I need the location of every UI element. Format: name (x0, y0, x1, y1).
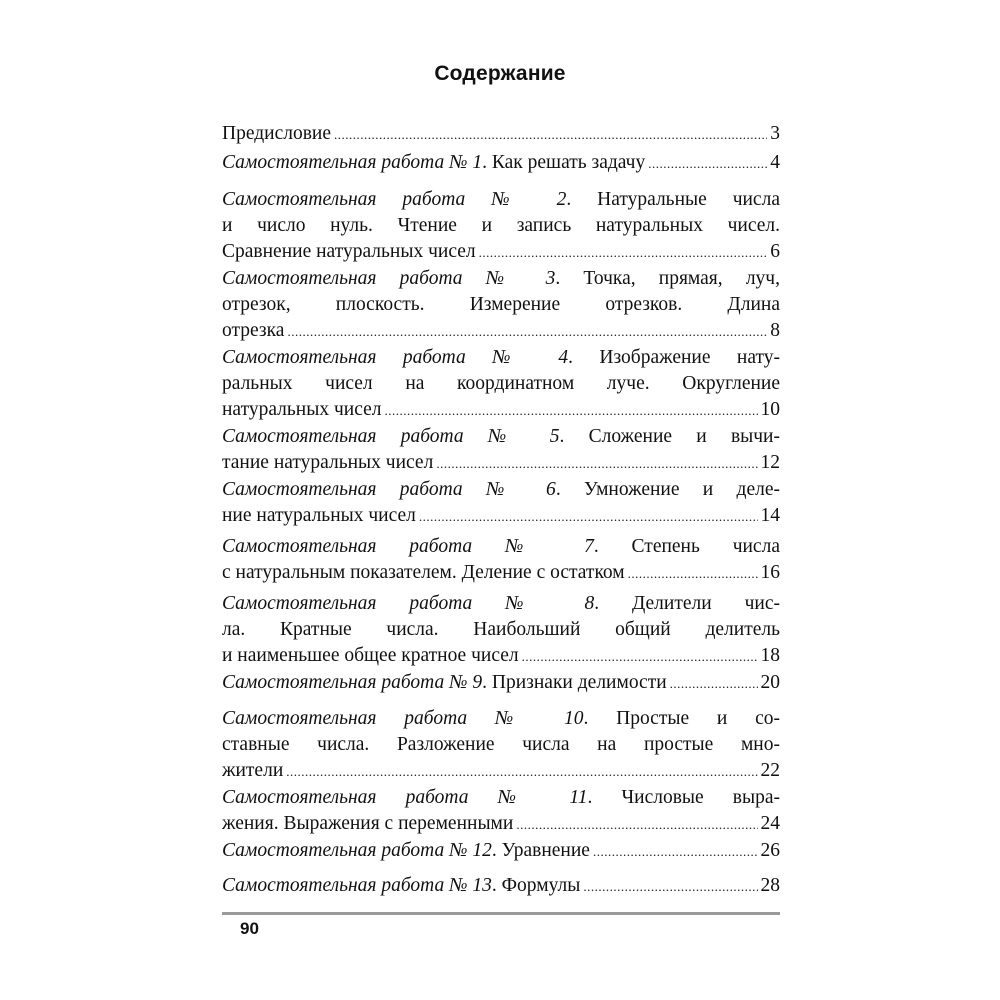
toc-entry[interactable] (222, 345, 780, 424)
toc-entry-label: Самостоятельная работа № 7 (222, 536, 594, 557)
toc-entry-label: Самостоятельная работа № 2 (222, 189, 567, 210)
dot-leader (670, 671, 758, 697)
dot-leader (385, 398, 758, 424)
toc-entry-text: жения. Выражения с переменными (222, 813, 514, 834)
toc-page-number: 16 (760, 562, 780, 583)
page-number: 90 (240, 919, 259, 938)
toc-page-number: 14 (760, 505, 780, 526)
toc-entry[interactable] (222, 266, 780, 345)
toc-page-number: 6 (770, 241, 780, 262)
toc-entry-text: . Как решать задачу (482, 152, 646, 173)
toc-entry-text: натуральных чисел (222, 399, 382, 420)
toc-entry-text: отрезка (222, 320, 285, 341)
toc-entry[interactable] (222, 150, 780, 177)
dot-leader (286, 759, 757, 785)
dot-leader (628, 561, 758, 587)
toc-entry[interactable] (222, 670, 780, 697)
toc-entry-text: . Точка, прямая, луч, (555, 268, 780, 289)
toc-entry-text: и наименьшее общее кратное чисел (222, 645, 519, 666)
toc-entry-text: Предисловие (222, 123, 332, 144)
page-title: Содержание (434, 62, 566, 85)
toc-entry[interactable] (222, 838, 780, 865)
dot-leader (593, 839, 758, 865)
toc-entry-text: . Умножение и деле- (555, 479, 780, 500)
dot-leader (522, 644, 758, 670)
toc-entry-text: . Уравнение (491, 840, 590, 861)
toc-entry-label: Самостоятельная работа № 9 (222, 672, 483, 693)
dot-leader (583, 874, 757, 900)
toc-page-number: 12 (760, 452, 780, 473)
toc-entry[interactable] (222, 424, 780, 477)
toc-entry[interactable] (222, 591, 780, 670)
toc-page-number: 22 (760, 760, 780, 781)
toc-entry-text: ральных чисел на координатном луче. Округление (222, 373, 780, 394)
toc-entry-text: с натуральным показателем. Деление с остатком (222, 562, 625, 583)
toc-entry[interactable] (222, 785, 780, 838)
toc-page-number: 18 (760, 645, 780, 666)
toc-entry[interactable] (222, 187, 780, 266)
toc-entry-text: ставные числа. Разложение числа на простые мно- (222, 734, 780, 755)
toc-entry-text: . Числовые выра- (587, 787, 780, 808)
toc-entry-text: . Формулы (491, 875, 581, 896)
toc-page-number: 20 (760, 672, 780, 693)
toc-page-number: 3 (770, 123, 780, 144)
toc-entry-label: Самостоятельная работа № 8 (222, 593, 595, 614)
toc-entry-text: . Степень числа (593, 536, 780, 557)
toc-entry-label: Самостоятельная работа № 13 (222, 875, 492, 896)
toc-entry-label: Самостоятельная работа № 4 (222, 347, 569, 368)
toc-entry[interactable] (222, 873, 780, 900)
toc-entry-text: . Простые и со- (583, 708, 780, 729)
dot-leader (419, 504, 758, 530)
dot-leader (516, 812, 757, 838)
dot-leader (287, 319, 767, 345)
toc-entry-label: Самостоятельная работа № 5 (222, 426, 560, 447)
toc-page-number: 4 (770, 152, 780, 173)
toc-entry-label: Самостоятельная работа № 1 (222, 152, 483, 173)
toc-entry-label: Самостоятельная работа № 10 (222, 708, 584, 729)
toc-entry-label: Самостоятельная работа № 11 (222, 787, 588, 808)
toc-entry-text: . Делители чис- (594, 593, 780, 614)
toc-entry-text: . Изображение нату- (568, 347, 780, 368)
toc-entry-text: Сравнение натуральных чисел (222, 241, 476, 262)
toc-page-number: 28 (760, 875, 780, 896)
toc-entry-label: Самостоятельная работа № 3 (222, 268, 556, 289)
toc-entry-text: . Признаки делимости (482, 672, 667, 693)
toc-entry[interactable] (222, 706, 780, 785)
toc-entry-text: жители (222, 760, 284, 781)
toc-entry[interactable] (222, 121, 780, 148)
toc-page-number: 8 (770, 320, 780, 341)
dot-leader (479, 240, 768, 266)
toc-entry-label: Самостоятельная работа № 12 (222, 840, 492, 861)
dot-leader (334, 122, 767, 148)
toc-entry-text: и число нуль. Чтение и запись натуральных чисел. (222, 215, 780, 236)
dot-leader (436, 451, 757, 477)
toc-page-number: 24 (760, 813, 780, 834)
dot-leader (648, 151, 767, 177)
toc-page-number: 26 (760, 840, 780, 861)
toc-entry-text: . Сложение и вычи- (559, 426, 780, 447)
footer-divider (222, 912, 780, 915)
toc-entry-text: тание натуральных чисел (222, 452, 434, 473)
toc-entry[interactable] (222, 477, 780, 530)
toc-page-number: 10 (760, 399, 780, 420)
toc-entry-text: ла. Кратные числа. Наибольший общий делитель (222, 619, 780, 640)
toc-entry-text: . Натуральные числа (566, 189, 780, 210)
toc-entry-label: Самостоятельная работа № 6 (222, 479, 556, 500)
toc-entry-text: ние натуральных чисел (222, 505, 416, 526)
toc-entry-text: отрезок, плоскость. Измерение отрезков. Длина (222, 294, 780, 315)
toc-entry[interactable] (222, 534, 780, 587)
